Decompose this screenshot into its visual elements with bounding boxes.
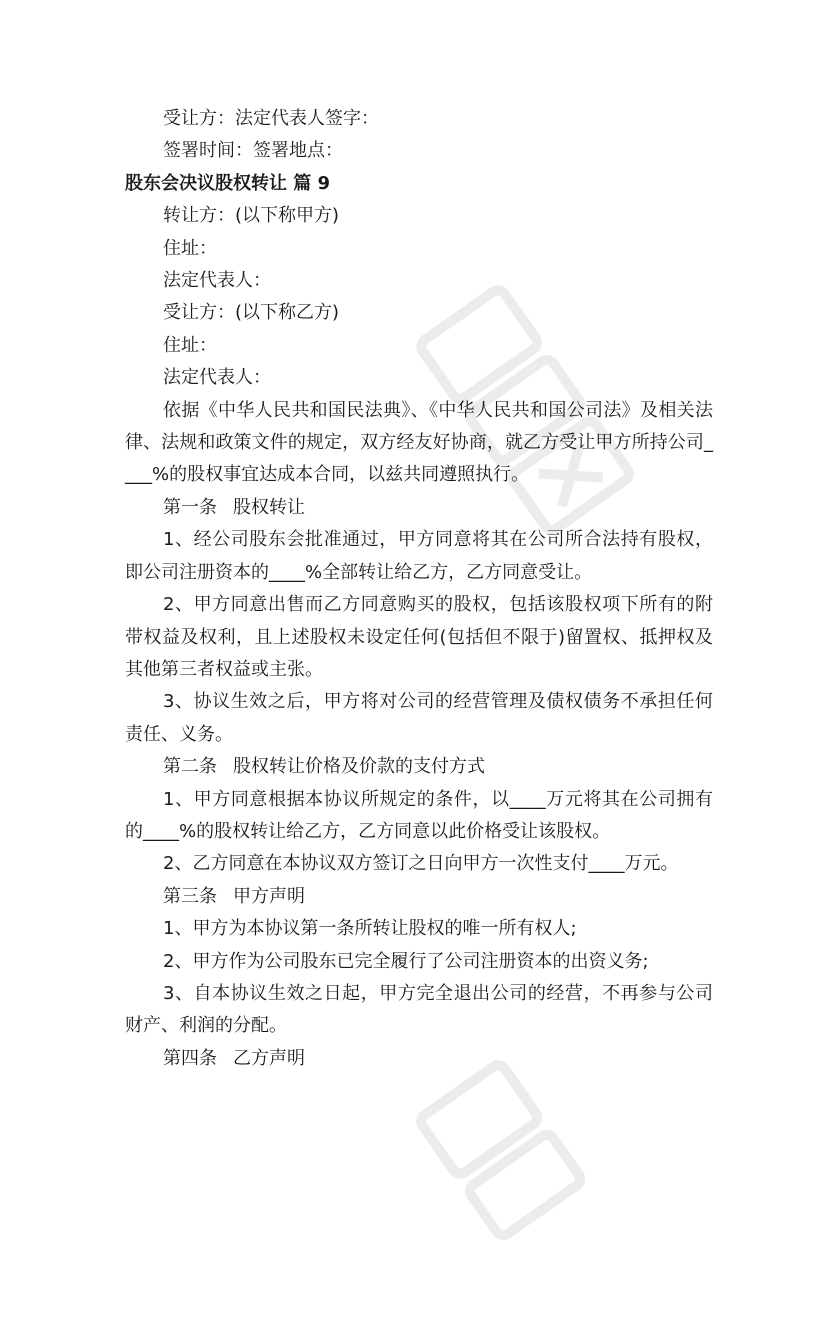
article-2-title: 股权转让价格及价款的支付方式 <box>233 756 485 778</box>
article-1-item-1: 1、经公司股东会批准通过，甲方同意将其在公司所合法持有股权，即公司注册资本的____%全部转让给乙方，乙方同意受让。 <box>125 529 713 583</box>
article-4-number: 第四条 <box>163 1047 217 1069</box>
article-2-heading <box>125 751 713 783</box>
article-3-item-3: 3、自本协议生效之日起，甲方完全退出公司的经营，不再参与公司财产、利润的分配。 <box>125 982 713 1037</box>
watermark-logo-bottom <box>396 1042 654 1327</box>
line-transferor-address: 住址： <box>163 237 217 259</box>
article-3-title: 甲方声明 <box>233 885 305 907</box>
article-4-title: 乙方声明 <box>233 1047 305 1069</box>
line-sign-time-place: 签署时间：签署地点： <box>163 140 343 162</box>
line-transferee-address: 住址： <box>163 334 217 356</box>
article-1-number: 第一条 <box>163 496 217 518</box>
section-heading: 股东会决议股权转让 篇 9 <box>125 172 331 194</box>
article-1-title: 股权转让 <box>233 496 305 518</box>
article-4-heading <box>125 1043 713 1075</box>
line-transferor: 转让方：(以下称甲方) <box>163 205 340 227</box>
article-3-item-2: 2、甲方作为公司股东已完全履行了公司注册资本的出资义务; <box>163 950 649 972</box>
article-2-item-2: 2、乙方同意在本协议双方签订之日向甲方一次性支付____万元。 <box>163 853 679 875</box>
article-3-number: 第三条 <box>163 885 217 907</box>
preamble-paragraph: 依据《中华人民共和国民法典》、《中华人民共和国公司法》及相关法律、法规和政策文件的规定，双方经友好协商，就乙方受让甲方所持公司____%的股权事宜达成本合同，以兹共同遵照执行。 <box>125 399 713 486</box>
line-transferee-representative: 法定代表人： <box>163 367 271 389</box>
article-3-heading <box>125 881 713 913</box>
line-signatory-transferee: 受让方：法定代表人签字： <box>163 108 379 129</box>
article-1-heading <box>125 492 713 524</box>
article-1-item-2: 2、甲方同意出售而乙方同意购买的股权，包括该股权项下所有的附带权益及权利，且上述股权未设定任何(包括但不限于)留置权、抵押权及其他第三者权益或主张。 <box>125 594 713 680</box>
line-transferee: 受让方：(以下称乙方) <box>163 302 340 324</box>
document-body <box>125 103 713 1075</box>
line-transferor-representative: 法定代表人： <box>163 270 271 292</box>
article-2-number: 第二条 <box>163 756 217 778</box>
article-1-item-3: 3、协议生效之后，甲方将对公司的经营管理及债权债务不承担任何责任、义务。 <box>125 691 713 745</box>
article-2-item-1: 1、甲方同意根据本协议所规定的条件，以____万元将其在公司拥有的____%的股权转让给乙方，乙方同意以此价格受让该股权。 <box>125 788 713 842</box>
article-3-item-1: 1、甲方为本协议第一条所转让股权的唯一所有权人; <box>163 918 577 940</box>
